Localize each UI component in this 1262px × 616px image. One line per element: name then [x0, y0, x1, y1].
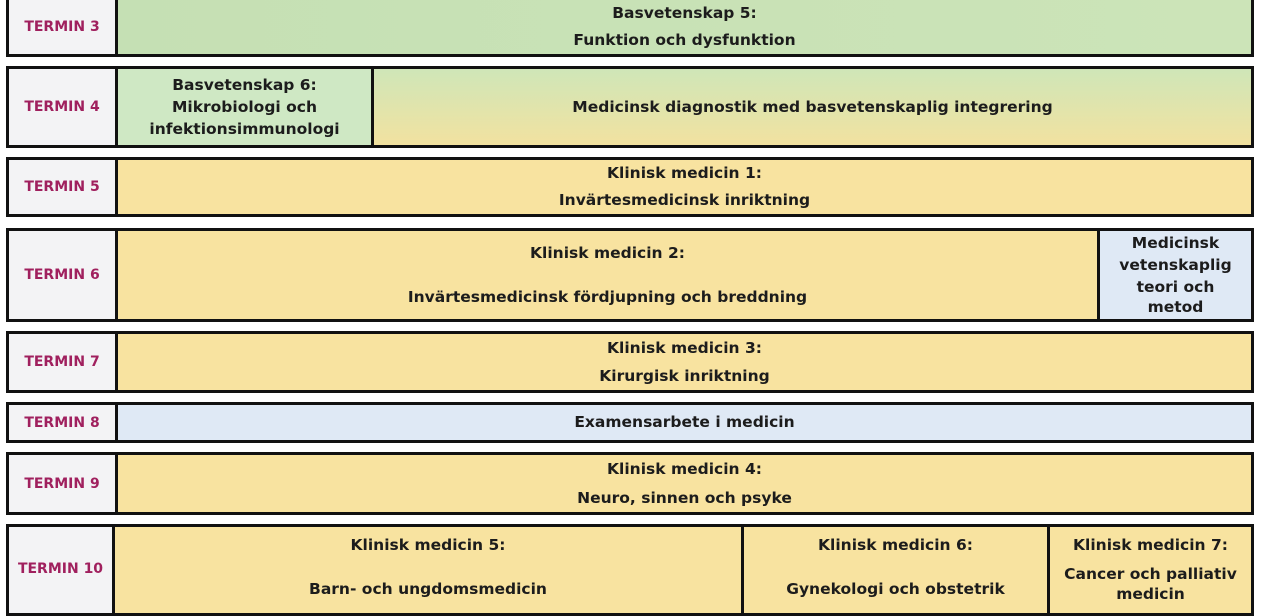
term-label: TERMIN 8 [9, 405, 118, 440]
course-subtitle: Neuro, sinnen och psyke [577, 488, 792, 507]
course-subtitle: Gynekologi och obstetrik [786, 580, 1005, 599]
course-title: Basvetenskap 6: [172, 75, 317, 94]
term-label: TERMIN 7 [9, 334, 118, 390]
term-label: TERMIN 4 [9, 69, 118, 145]
course-subtitle: Invärtesmedicinsk inriktning [558, 191, 811, 210]
course-title: Medicinsk diagnostik med basvetenskaplig integrering [572, 97, 1053, 116]
course-title: Klinisk medicin 6: [818, 536, 973, 554]
course-title: Klinisk medicin 7: [1073, 536, 1228, 554]
term-label: TERMIN 6 [9, 231, 118, 319]
course-title: Klinisk medicin 2: [530, 243, 685, 262]
course-block [118, 69, 374, 145]
course-subtitle: Invärtesmedicinsk fördjupning och breddning [407, 287, 808, 306]
course-block [1050, 527, 1251, 613]
course-block [1100, 231, 1251, 319]
course-subtitle-line-1: Cancer och palliativ [1064, 565, 1237, 584]
course-subtitle: Barn- och ungdomsmedicin [309, 580, 547, 599]
course-title-line-3: teori och metod [1136, 278, 1215, 317]
course-title: Examensarbete i medicin [574, 413, 795, 432]
termin-4-row [6, 66, 1254, 148]
termin-9-row [6, 452, 1254, 515]
course-title-line-1: Medicinsk [1131, 233, 1220, 252]
termin-8-row [6, 402, 1254, 443]
termin-3-row [6, 0, 1254, 57]
termin-10-row [6, 524, 1254, 616]
course-block [118, 405, 1251, 440]
course-subtitle: Funktion och dysfunktion [573, 31, 796, 50]
course-block [374, 69, 1251, 145]
course-title: Klinisk medicin 1: [607, 164, 762, 183]
course-block [115, 527, 744, 613]
course-title: Klinisk medicin 3: [607, 338, 762, 357]
term-label: TERMIN 10 [9, 527, 115, 613]
course-block [118, 455, 1251, 512]
course-block [118, 0, 1251, 54]
termin-7-row [6, 331, 1254, 393]
course-title: Klinisk medicin 4: [607, 460, 762, 479]
course-title: Basvetenskap 5: [612, 4, 757, 23]
course-block [118, 334, 1251, 390]
termin-5-row [6, 157, 1254, 217]
course-block [118, 160, 1251, 214]
course-block [118, 231, 1100, 319]
course-title: Klinisk medicin 5: [350, 536, 506, 554]
term-label: TERMIN 3 [9, 0, 118, 54]
course-title-line-2: vetenskaplig [1119, 255, 1232, 274]
course-subtitle-line-2: infektionsimmunologi [149, 120, 340, 139]
course-subtitle: Kirurgisk inriktning [599, 366, 770, 385]
course-subtitle-line-1: Mikrobiologi och [171, 97, 318, 116]
course-subtitle-line-2: medicin [1116, 584, 1185, 603]
term-label: TERMIN 5 [9, 160, 118, 214]
course-block [744, 527, 1050, 613]
term-label: TERMIN 9 [9, 455, 118, 512]
termin-6-row [6, 228, 1254, 322]
